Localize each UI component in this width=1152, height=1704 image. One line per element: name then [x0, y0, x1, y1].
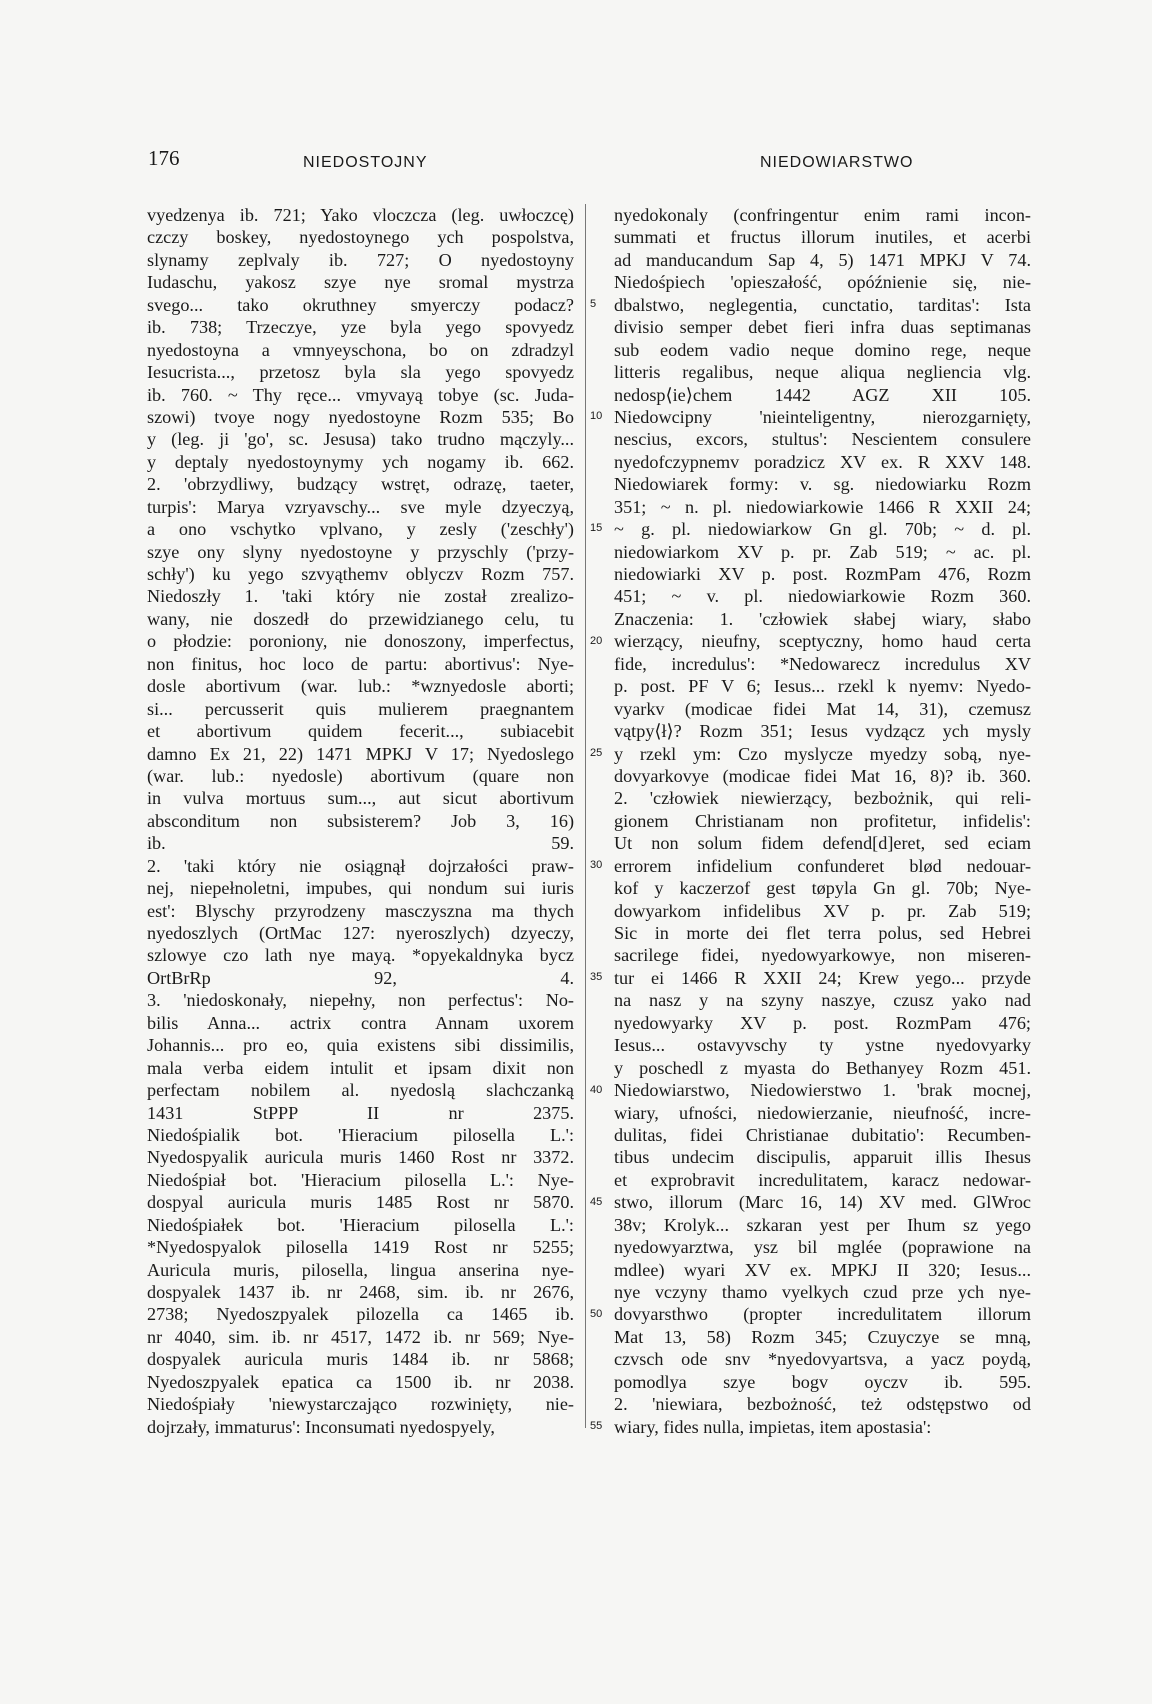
text-line: nyedofczypnemv poradzicz XV ex. R XXV 148.	[614, 451, 1031, 472]
text-line: Nyedoszpyalek epatica ca 1500 ib. nr 2038.	[147, 1371, 574, 1392]
text-line: sub eodem vadio neque domino rege, neque	[614, 339, 1031, 360]
text-line: vyarkv (modicae fidei Mat 14, 31), czemusz	[614, 698, 1031, 719]
text-line: szowi) tvoye nogy nyedostoyne Rozm 535; Bo	[147, 406, 574, 427]
running-head-right: NIEDOWIARSTWO	[760, 154, 914, 171]
text-line: Niedośpiały 'niewystarczająco rozwinięty, nie-	[147, 1394, 574, 1415]
text-line: fide, incredulus': *Nedowarecz incredulus XV	[614, 653, 1031, 674]
text-line: wierzący, nieufny, sceptyczny, homo haud certa	[614, 631, 1031, 652]
line-number: 50	[590, 1308, 603, 1321]
text-line: divisio semper debet fieri infra duas septimanas	[614, 317, 1031, 338]
text-line: et abortivum quidem fecerit..., subiacebit	[147, 721, 574, 742]
text-line: Niedośpiech 'opieszałość, opóźnienie się, nie-	[614, 272, 1031, 293]
text-line: ib. 760. ~ Thy ręce... vmyvayą tobye (sc. Juda-	[147, 384, 574, 405]
line-number: 40	[590, 1083, 603, 1096]
text-line: Iesus... ostavyvschy ty ystne nyedovyarky	[614, 1035, 1031, 1056]
text-line: litteris regalibus, neque aliqua negliencia vlg.	[614, 362, 1031, 383]
text-line: *Nyedospyalok pilosella 1419 Rost nr 5255;	[147, 1237, 574, 1258]
text-line: nyedowyarztwa, ysz bil mglée (poprawione na	[614, 1237, 1031, 1258]
text-line: vątpy⟨ł⟩? Rozm 351; Iesus vydzącz ych mysly	[614, 721, 1031, 742]
text-line: szye ony slyny nyedostoyne y przyschly ('przy-	[147, 541, 574, 562]
text-line: o płodzie: poroniony, nie donoszony, imperfectus,	[147, 631, 574, 652]
left-column	[147, 204, 574, 1438]
running-head-left: NIEDOSTOJNY	[303, 154, 428, 171]
text-line: slynamy zeplvaly ib. 727; O nyedostoyny	[147, 249, 574, 270]
text-line: p. post. PF V 6; Iesus... rzekl k nyemv: Nyedo-	[614, 676, 1031, 697]
text-line: absconditum non subsisterem? Job 3, 16)	[147, 810, 574, 831]
text-line: svego... tako okruthney smyerczy podacz?	[147, 294, 574, 315]
text-line: 351; ~ n. pl. niedowiarkowie 1466 R XXII 24;	[614, 496, 1031, 517]
text-line: ~ g. pl. niedowiarkow Gn gl. 70b; ~ d. pl.	[614, 519, 1031, 540]
text-line: Ut non solum fidem defend[d]eret, sed eciam	[614, 833, 1031, 854]
text-line: nyedostoyna a vmnyeyschona, bo on zdradzyl	[147, 339, 574, 360]
text-line: wiary, fides nulla, impietas, item apostasia':	[614, 1416, 932, 1437]
text-line: tur ei 1466 R XXII 24; Krew yego... przyde	[614, 967, 1031, 988]
text-line: Sic in morte dei flet terra polus, sed Hebrei	[614, 923, 1031, 943]
text-line: a ono vschytko vplvano, y zesly ('zeschły')	[147, 519, 574, 540]
text-line: nescius, excors, stultus': Nescientem consulere	[614, 429, 1031, 450]
text-line: y deptaly nyedostoynymy ych nogamy ib. 662.	[147, 451, 574, 472]
text-line: Auricula muris, pilosella, lingua anserina nye-	[147, 1259, 574, 1280]
text-line: stwo, illorum (Marc 16, 14) XV med. GlWroc	[614, 1192, 1031, 1213]
text-line: nej, niepełnoletni, impubes, qui nondum sui iuris	[147, 878, 574, 899]
text-line: pomodlya szye bogv oyczv ib. 595.	[614, 1371, 1031, 1392]
text-line: czvsch ode snv *nyedovyartsva, a yacz poydą,	[614, 1349, 1031, 1370]
text-line: 2. 'taki który nie osiągnął dojrzałości praw-	[147, 855, 574, 876]
text-line: in vulva mortuus sum..., aut sicut abortivum	[147, 788, 574, 809]
line-number: 35	[590, 971, 603, 984]
text-line: summati et fructus illorum inutiles, et acerbi	[614, 227, 1031, 248]
text-line: dospyalek 1437 ib. nr 2468, sim. ib. nr 2676,	[147, 1282, 574, 1302]
text-line: Mat 13, 58) Rozm 345; Czuyczye se mną,	[614, 1326, 1031, 1347]
text-line: sacrilege fidei, nyedowyarkowye, non miseren-	[614, 945, 1031, 966]
text-line: dojrzały, immaturus': Inconsumati nyedospyely,	[147, 1416, 495, 1437]
text-line: 2738; Nyedoszpyalek pilozella ca 1465 ib.	[147, 1304, 574, 1325]
text-line: dosle abortivum (war. lub.: *wznyedosle aborti;	[147, 676, 574, 697]
text-line: czczy boskey, nyedostoynego ych pospolstva,	[147, 227, 574, 248]
text-line: nyedowyarky XV p. post. RozmPam 476;	[614, 1012, 1031, 1033]
text-line: wany, nie doszedł do przewidzianego celu, tu	[147, 608, 574, 629]
column-divider	[585, 204, 586, 1428]
text-line: Niedowiarstwo, Niedowierstwo 1. 'brak mocnej,	[614, 1080, 1031, 1101]
text-line: nedosp⟨ie⟩chem 1442 AGZ XII 105.	[614, 384, 1031, 405]
text-line: errorem infidelium confunderet blød nedouar-	[614, 855, 1031, 876]
text-line: si... percusserit quis mulierem praegnantem	[147, 698, 574, 719]
line-number: 5	[590, 297, 597, 310]
line-number: 10	[590, 410, 603, 423]
text-line: dovyarsthwo (propter incredulitatem illorum	[614, 1304, 1031, 1325]
text-line: 451; ~ v. pl. niedowiarkowie Rozm 360.	[614, 586, 1031, 607]
text-line: na nasz y na szyny naszye, czusz yako nad	[614, 990, 1031, 1011]
text-line: nyedoszlych (OrtMac 127: nyeroszlych) dzyeczy,	[147, 923, 574, 943]
line-number: 25	[590, 746, 603, 759]
text-line: Znaczenia: 1. 'człowiek słabej wiary, słabo	[614, 608, 1031, 629]
page-number: 176	[148, 146, 180, 170]
text-line: vyedzenya ib. 721; Yako vloczcza (leg. uwłoczcę)	[147, 205, 574, 225]
text-line: dulitas, fidei Christianae dubitatio': Recumben-	[614, 1124, 1031, 1145]
text-line: nyedokonaly (confringentur enim rami incon-	[614, 205, 1031, 225]
text-line: 2. 'niewiara, bezbożność, też odstępstwo od	[614, 1394, 1031, 1415]
text-line: turpis': Marya vzryavschy... sve myle dzyeczyą,	[147, 496, 574, 517]
text-line: tibus undecim discipulis, apparuit illis Ihesus	[614, 1147, 1031, 1168]
text-line: szlowye czo lath nye mayą. *opyekaldnyka bycz	[147, 945, 574, 966]
text-line: y poschedl z myasta do Bethanyey Rozm 451.	[614, 1057, 1031, 1078]
text-line: Niedośpialik bot. 'Hieracium pilosella L.':	[147, 1124, 574, 1145]
text-line: 2. 'człowiek niewierzący, bezbożnik, qui reli-	[614, 788, 1031, 809]
text-line: Iudaschu, yakosz szye nye sromal mystrza	[147, 272, 574, 293]
line-number: 20	[590, 634, 603, 647]
text-line: schły') ku yego szvyąthemv oblyczv Rozm 757.	[147, 564, 574, 584]
text-line: est': Blyschy przyrodzeny masczyszna ma thych	[147, 900, 574, 921]
text-line: OrtBrRp 92, 4.	[147, 967, 574, 988]
text-line: Niedośpiałek bot. 'Hieracium pilosella L.':	[147, 1214, 574, 1235]
line-number: 45	[590, 1195, 603, 1208]
line-number: 15	[590, 522, 603, 535]
text-line: 2. 'obrzydliwy, budzący wstręt, odrazę, taeter,	[147, 474, 574, 495]
text-line: nr 4040, sim. ib. nr 4517, 1472 ib. nr 569; Nye-	[147, 1326, 574, 1347]
text-line: dovyarkovye (modicae fidei Mat 16, 8)? ib. 360.	[614, 765, 1031, 786]
text-line: Nyedospyalik auricula muris 1460 Rost nr 3372.	[147, 1147, 574, 1168]
text-line: niedowiarki XV p. post. RozmPam 476, Rozm	[614, 564, 1031, 584]
text-line: wiary, ufności, niedowierzanie, nieufność, incre-	[614, 1102, 1031, 1123]
text-line: ib. 738; Trzeczye, yze byla yego spovyedz	[147, 317, 574, 338]
text-line: mdlee) wyari XV ex. MPKJ II 320; Iesus...	[614, 1259, 1031, 1280]
text-line: dospyal auricula muris 1485 Rost nr 5870.	[147, 1192, 574, 1213]
text-line: y (leg. ji 'go', sc. Jesusa) tako trudno mączyly...	[147, 429, 574, 450]
line-number: 55	[590, 1420, 603, 1433]
line-number: 30	[590, 859, 603, 872]
text-line: gionem Christianam non profitetur, infidelis':	[614, 810, 1031, 831]
text-line: dowyarkom infidelibus XV p. pr. Zab 519;	[614, 900, 1031, 921]
text-line: Iesucrista..., przetosz byla sla yego spovyedz	[147, 362, 574, 383]
text-line: 38v; Krolyk... szkaran yest per Ihum sz yego	[614, 1214, 1031, 1235]
text-line: mala verba eidem intulit et ipsam dixit non	[147, 1057, 574, 1078]
text-line: dbalstwo, neglegentia, cunctatio, tarditas': Ista	[614, 294, 1031, 315]
text-line: kof y kaczerzof gest tøpyla Gn gl. 70b; Nye-	[614, 878, 1031, 899]
text-line: Niedośpiał bot. 'Hieracium pilosella L.': Nye-	[147, 1169, 574, 1190]
text-line: perfectam nobilem al. nyedoslą slachczanką	[147, 1080, 574, 1101]
text-line: et exprobravit incredulitatem, karacz nedowar-	[614, 1169, 1031, 1190]
text-line: Niedowiarek formy: v. sg. niedowiarku Rozm	[614, 474, 1031, 495]
text-line: ad manducandum Sap 4, 5) 1471 MPKJ V 74.	[614, 249, 1031, 270]
text-line: Johannis... pro eo, quia existens sibi dissimilis,	[147, 1035, 574, 1056]
text-line: non finitus, hoc loco de partu: abortivus': Nye-	[147, 653, 574, 674]
text-line: nye vczyny thamo vyelkych czud prze ych nye-	[614, 1282, 1031, 1302]
text-line: bilis Anna... actrix contra Annam uxorem	[147, 1012, 574, 1033]
text-line: damno Ex 21, 22) 1471 MPKJ V 17; Nyedoslego	[147, 743, 574, 764]
text-line: (war. lub.: nyedosle) abortivum (quare non	[147, 765, 574, 786]
text-line: Niedowcipny 'nieinteligentny, nierozgarnięty,	[614, 406, 1031, 427]
text-line: Niedoszły 1. 'taki który nie został zrealizo-	[147, 586, 574, 607]
text-line: niedowiarkom XV p. pr. Zab 519; ~ ac. pl.	[614, 541, 1031, 562]
text-line: ib. 59.	[147, 833, 574, 854]
text-line: dospyalek auricula muris 1484 ib. nr 5868;	[147, 1349, 574, 1370]
right-column	[614, 204, 1031, 1438]
text-line: 3. 'niedoskonały, niepełny, non perfectus': No-	[147, 990, 574, 1011]
text-line: 1431 StPPP II nr 2375.	[147, 1102, 574, 1123]
text-line: y rzekl ym: Czo myslycze myedzy sobą, nye-	[614, 743, 1031, 764]
